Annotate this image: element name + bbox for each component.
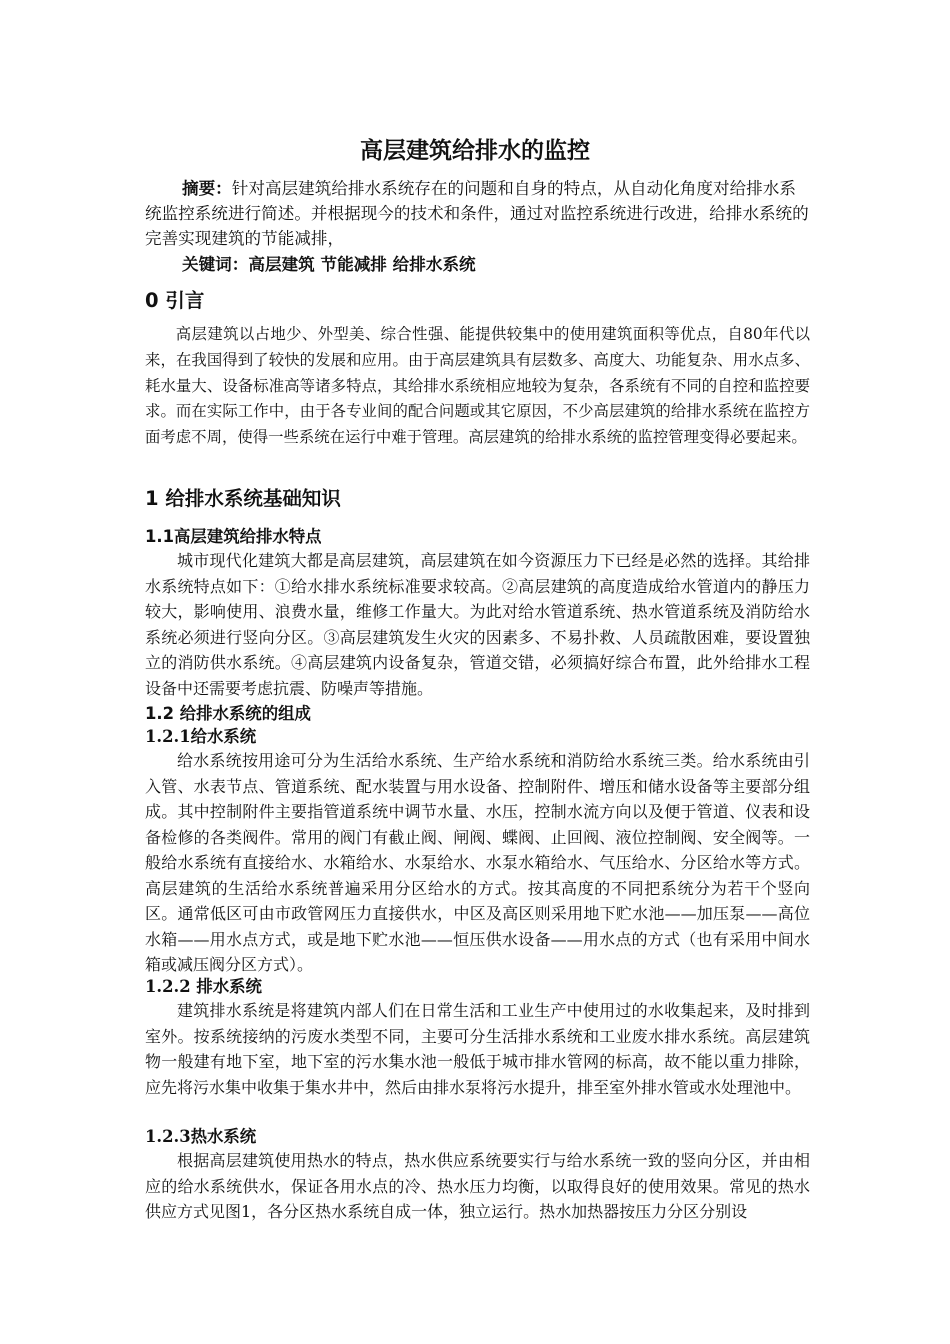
section-1-2-1-heading: 1.2.1给水系统 (145, 727, 257, 746)
section-1-2-2-paragraph: 建筑排水系统是将建筑内部人们在日常生活和工业生产中使用过的水收集起来，及时排到室外。按系统接纳的污废水类型不同，主要可分生活排水系统和工业废水排水系统。高层建筑物一般建有地下室，地下室的污水集水池一般低于城市排水管网的标高，故不能以重力排除，应先将污水集中收集于集水井中，然后由排水泵将污水提升，排至室外排水管或水处理池中。 (145, 1001, 810, 1097)
section-1-heading: 1 给排水系统基础知识 (145, 487, 341, 510)
section-1-1-paragraph: 城市现代化建筑大都是高层建筑，高层建筑在如今资源压力下已经是必然的选择。其给排水系统特点如下：①给水排水系统标准要求较高。②高层建筑的高度造成给水管道内的静压力较大，影响使用、浪费水量，维修工作量大。为此对给水管道系统、热水管道系统及消防给水系统必须进行竖向分区。③高层建筑发生火灾的因素多、不易扑救、人员疏散困难，要设置独立的消防供水系统。④高层建筑内设备复杂，管道交错，必须搞好综合布置，此外给排水工程设备中还需要考虑抗震、防噪声等措施。 (145, 551, 810, 698)
document-title: 高层建筑给排水的监控 (360, 138, 590, 164)
keywords: 关键词：高层建筑 节能减排 给排水系统 (182, 255, 476, 274)
section-1-2-1-paragraph: 给水系统按用途可分为生活给水系统、生产给水系统和消防给水系统三类。给水系统由引入管、水表节点、管道系统、配水装置与用水设备、控制附件、增压和储水设备等主要部分组成。其中控制附件主要指管道系统中调节水量、水压，控制水流方向以及便于管道、仪表和设备检修的各类阀件。常用的阀门有截止阀、闸阀、蝶阀、止回阀、液位控制阀、安全阀等。一般给水系统有直接给水、水箱给水、水泵给水、水泵水箱给水、气压给水、分区给水等方式。高层建筑的生活给水系统普遍采用分区给水的方式。按其高度的不同把系统分为若干个竖向区。通常低区可由市政管网压力直接供水，中区及高区则采用地下贮水池——加压泵——高位水箱——用水点方式，或是地下贮水池——恒压供水设备——用水点的方式（也有采用中间水箱或减压阀分区方式）。 (145, 751, 810, 974)
section-1-1-heading: 1.1高层建筑给排水特点 (145, 527, 322, 546)
section-1-2-2-heading: 1.2.2 排水系统 (145, 977, 262, 996)
abstract-text: 针对高层建筑给排水系统存在的问题和自身的特点，从自动化角度对给排水系统监控系统进行简述。并根据现今的技术和条件，通过对监控系统进行改进，给排水系统的完善实现建筑的节能减排， (145, 179, 809, 248)
section-0-paragraph: 高层建筑以占地少、外型美、综合性强、能提供较集中的使用建筑面积等优点，自80年代以来，在我国得到了较快的发展和应用。由于高层建筑具有层数多、高度大、功能复杂、用水点多、耗水量大、设备标准高等诸多特点，其给排水系统相应地较为复杂，各系统有不同的自控和监控要求。而在实际工作中，由于各专业间的配合问题或其它原因，不少高层建筑的给排水系统在监控方面考虑不周，使得一些系统在运行中难于管理。高层建筑的给排水系统的监控管理变得必要起来。 (145, 325, 810, 447)
abstract-label: 摘要： (182, 179, 232, 198)
section-1-2-3-paragraph: 根据高层建筑使用热水的特点，热水供应系统要实行与给水系统一致的竖向分区，并由相应的给水系统供水，保证各用水点的冷、热水压力均衡，以取得良好的使用效果。常见的热水供应方式见图1，各分区热水系统自成一体，独立运行。热水加热器按压力分区分别设 (145, 1151, 810, 1221)
section-1-2-heading: 1.2 给排水系统的组成 (145, 704, 311, 723)
section-0-heading: 0 引言 (145, 289, 205, 312)
section-1-2-3-heading: 1.2.3热水系统 (145, 1127, 257, 1146)
abstract (145, 176, 810, 251)
